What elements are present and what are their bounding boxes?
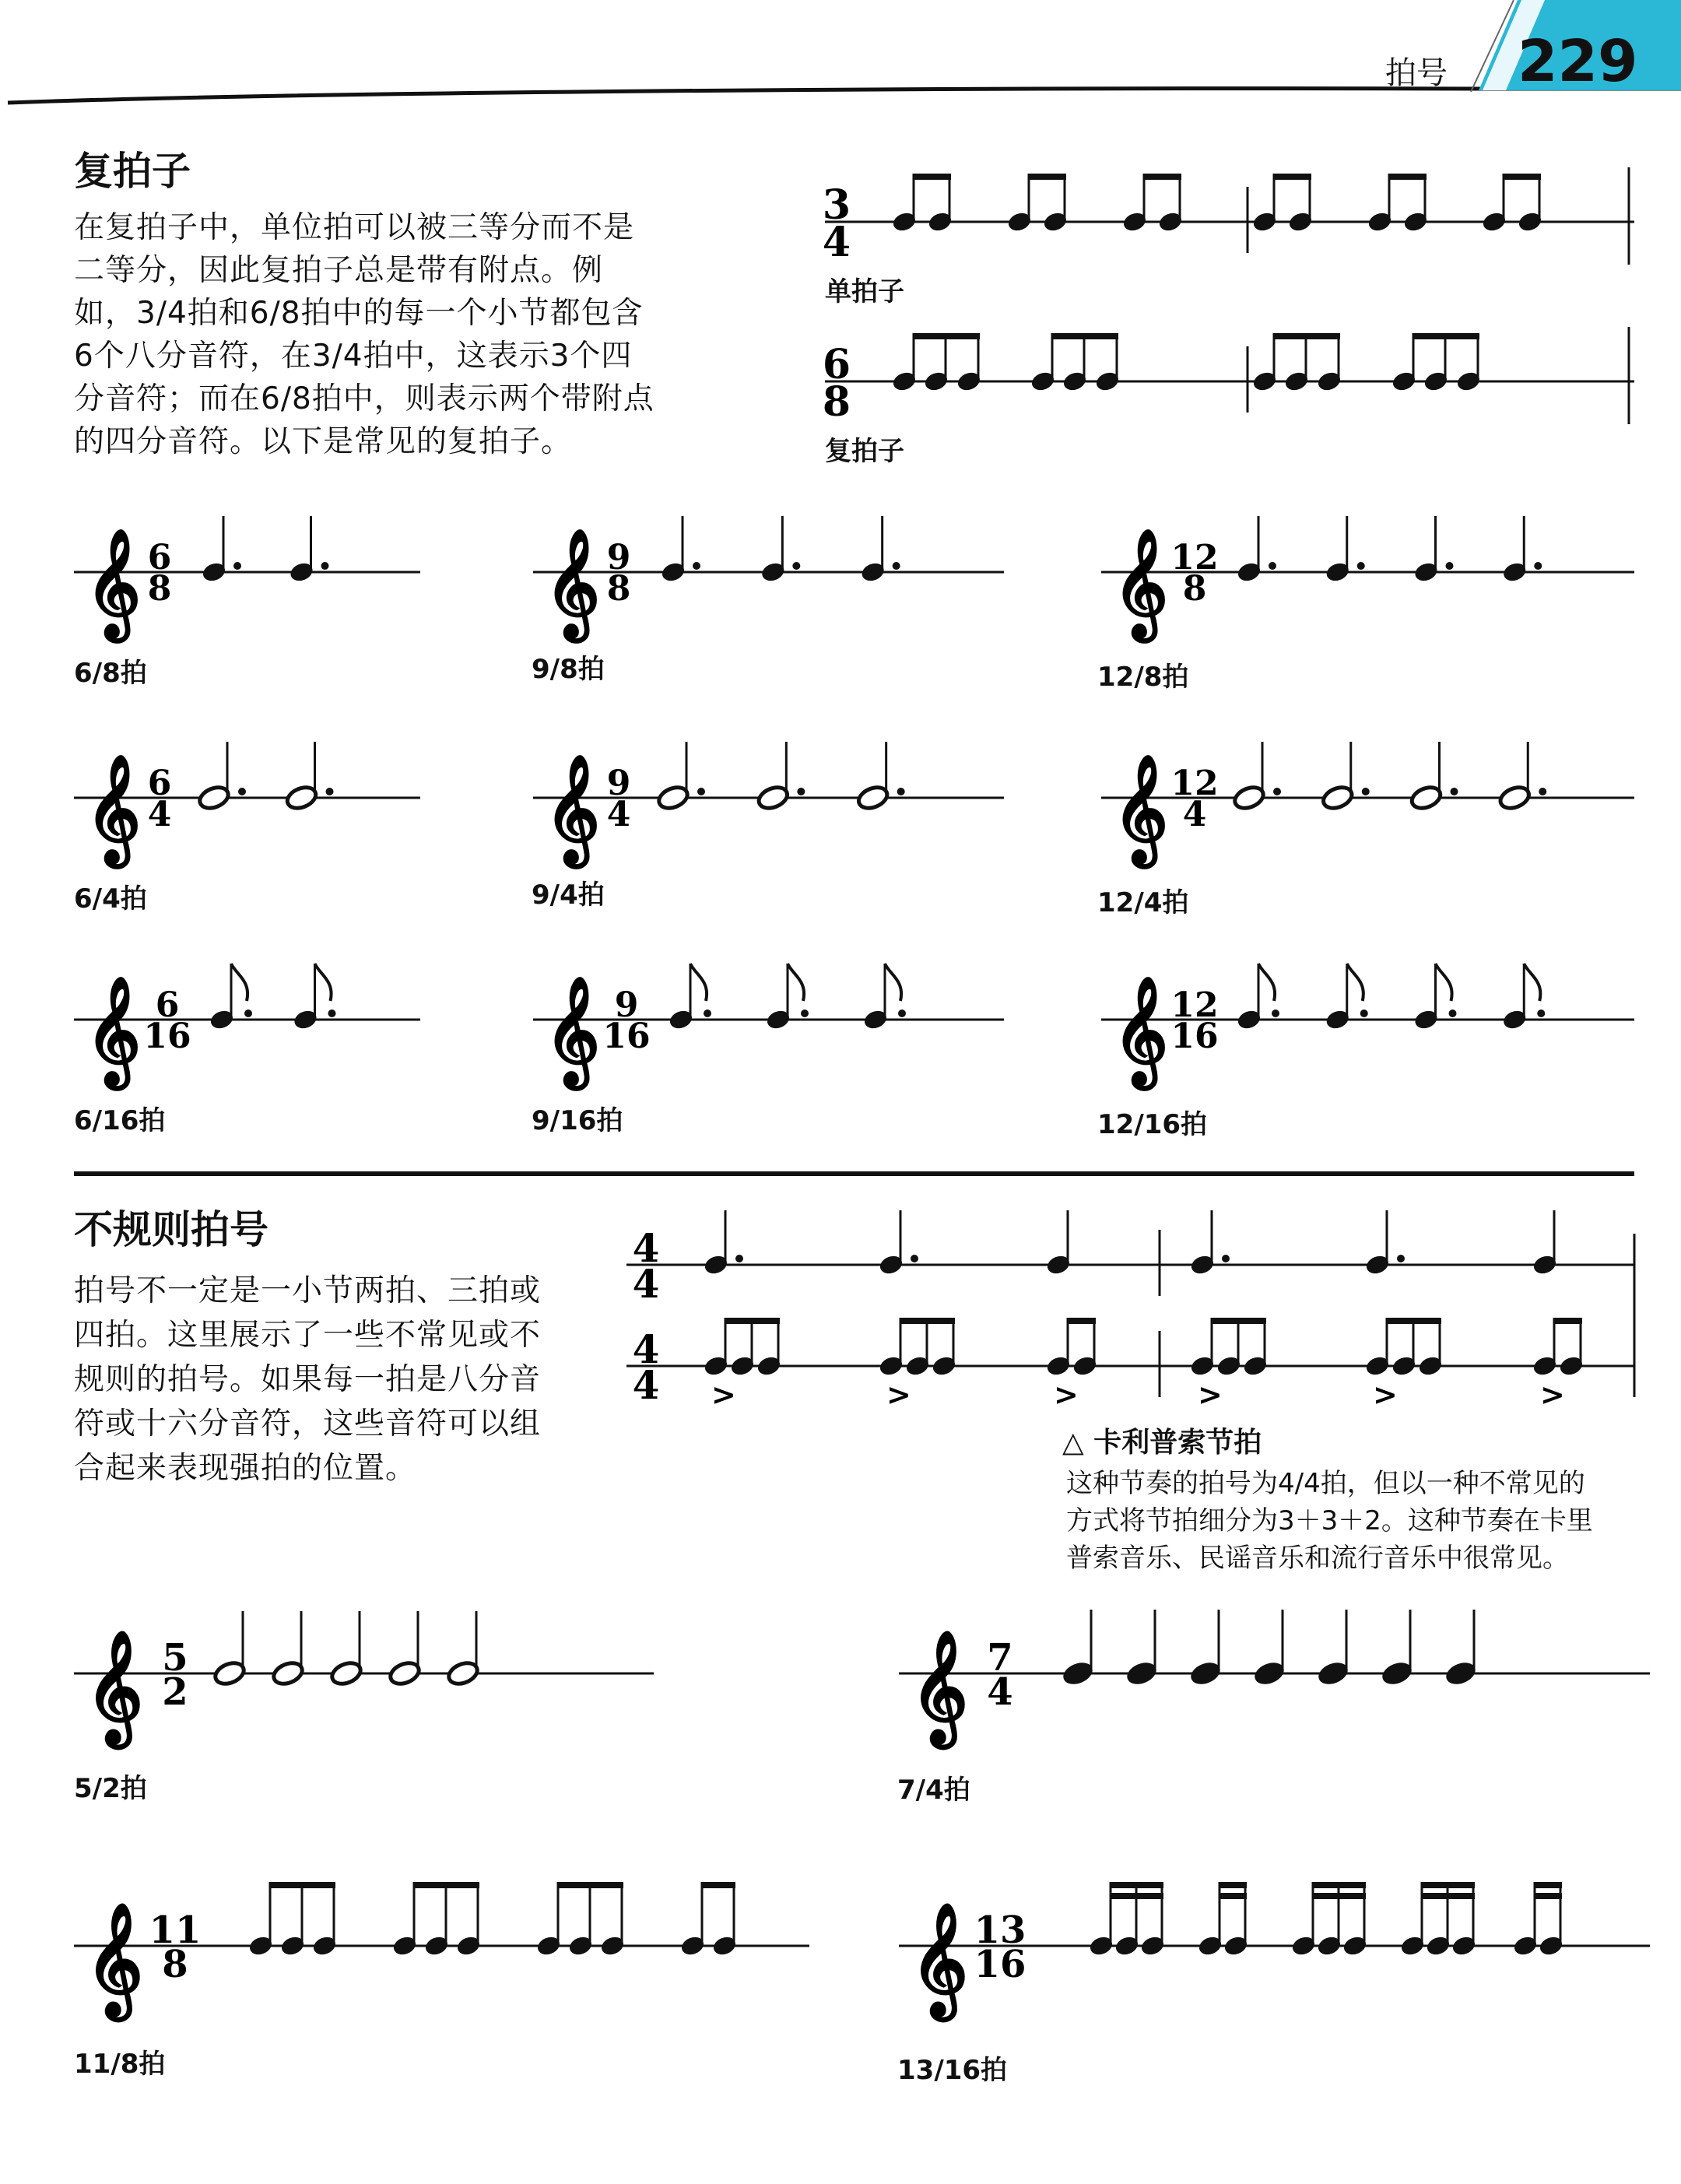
example-label: 11/8拍 (74, 2049, 166, 2080)
example-label: 6/16拍 (74, 1105, 166, 1136)
note-beam (1413, 333, 1479, 339)
note-beam (1143, 174, 1181, 180)
augmentation-dot (897, 788, 905, 795)
irregular-title: 不规则拍号 (74, 1207, 268, 1252)
time-sig-bottom: 8 (1182, 569, 1207, 609)
note-beam (413, 1882, 479, 1888)
notehead (1252, 1659, 1286, 1687)
time-sig-top: 3 (822, 181, 851, 229)
notehead (1321, 784, 1355, 812)
augmentation-dot (1451, 788, 1458, 795)
note-flag (788, 964, 804, 1001)
time-sig-top: 7 (987, 1636, 1013, 1680)
calypso-note-line: 这种节奏的拍号为4/4拍，但以一种不常见的 (1066, 1468, 1585, 1499)
note-flag (1524, 964, 1540, 1001)
notehead (1497, 784, 1532, 812)
calypso-note-line: 方式将节拍细分为3＋3＋2。这种节奏在卡里 (1066, 1505, 1593, 1536)
time-sig-bottom: 16 (143, 1017, 191, 1056)
note-beam (1312, 1893, 1366, 1899)
note-beam (1273, 174, 1311, 180)
time-sig-top: 5 (162, 1636, 188, 1680)
augmentation-dot (1360, 1009, 1368, 1017)
note-beam (900, 1318, 955, 1324)
compound-meter-label: 复拍子 (825, 436, 904, 467)
augmentation-dot (1534, 562, 1542, 570)
note-beam (1421, 1893, 1475, 1899)
notehead (1125, 1659, 1159, 1687)
accent-mark: > (1373, 1377, 1398, 1412)
example-staff-5-2 (70, 1580, 662, 1775)
example-staff-13-16 (895, 1852, 1658, 2047)
treble-clef-icon: 𝄞 (86, 975, 141, 1085)
treble-clef-icon: 𝄞 (86, 1902, 143, 2016)
example-label: 9/4拍 (532, 880, 605, 911)
treble-clef-icon: 𝄞 (86, 528, 141, 637)
augmentation-dot (1269, 562, 1276, 570)
time-sig-bottom: 4 (147, 795, 172, 834)
time-sig-bottom: 16 (602, 1017, 651, 1056)
note-beam (701, 1882, 735, 1888)
note-beam (269, 1882, 335, 1888)
time-sig-bottom: 2 (162, 1670, 188, 1714)
augmentation-dot (735, 1255, 743, 1262)
compound-line: 6个八分音符，在3/4拍中，这表示3个四 (74, 339, 633, 374)
irregular-paragraph (74, 1269, 619, 1491)
note-beam (1028, 174, 1066, 180)
time-sig-top: 6 (155, 985, 180, 1025)
notehead (271, 1659, 305, 1687)
treble-clef-icon: 𝄞 (911, 1902, 968, 2016)
compound-paragraph (74, 206, 712, 463)
note-beam (1386, 1318, 1441, 1324)
time-sig-bottom: 8 (162, 1943, 188, 1986)
note-flag (231, 964, 247, 1001)
simple-meter-staff (809, 148, 1665, 296)
time-sig-bottom: 8 (606, 569, 631, 609)
time-sig-bottom: 16 (974, 1943, 1026, 1986)
time-sig-top: 12 (1170, 538, 1219, 578)
example-label: 5/2拍 (74, 1773, 147, 1804)
note-beam (1312, 1882, 1366, 1888)
time-sig-bottom: 8 (822, 378, 851, 426)
notehead (1188, 1659, 1223, 1687)
example-staff-9-16 (529, 946, 1012, 1101)
note-beam (1273, 333, 1340, 339)
accent-mark: > (711, 1377, 736, 1412)
simple-meter-label: 单拍子 (825, 276, 904, 307)
notehead (1061, 1659, 1095, 1687)
augmentation-dot (1446, 562, 1454, 570)
note-beam (1051, 333, 1118, 339)
note-beam (1219, 1882, 1247, 1888)
note-beam (1503, 174, 1541, 180)
compound-line: 分音符；而在6/8拍中，则表示两个带附点 (74, 381, 655, 416)
compound-title: 复拍子 (74, 149, 191, 194)
accent-mark: > (1054, 1377, 1079, 1412)
example-label: 6/8拍 (74, 658, 147, 689)
time-sig-bottom: 4 (1182, 795, 1207, 834)
example-staff-11-8 (70, 1852, 817, 2047)
accent-mark: > (1198, 1377, 1223, 1412)
augmentation-dot (1272, 1009, 1279, 1017)
time-sig-top: 6 (147, 764, 172, 803)
treble-clef-icon: 𝄞 (86, 1630, 143, 1743)
notehead (284, 784, 318, 812)
augmentation-dot (244, 1009, 252, 1017)
note-beam (725, 1318, 780, 1324)
example-label: 9/8拍 (532, 654, 605, 685)
time-sig-top: 9 (606, 538, 631, 578)
example-staff-12-16 (1097, 946, 1642, 1101)
compound-meter-staff (809, 307, 1665, 455)
example-label: 13/16拍 (897, 2055, 1008, 2086)
augmentation-dot (1222, 1255, 1230, 1262)
notehead (446, 1659, 480, 1687)
treble-clef-icon: 𝄞 (545, 975, 600, 1085)
example-staff-6-4 (70, 724, 428, 880)
example-staff-9-4 (529, 724, 1012, 880)
time-sig-top: 11 (149, 1908, 202, 1952)
compound-line: 的四分音符。以下是常见的复拍子。 (74, 424, 573, 459)
augmentation-dot (893, 562, 900, 570)
calypso-note-line: 普索音乐、民谣音乐和流行音乐中很常见。 (1066, 1543, 1569, 1574)
notehead (1316, 1659, 1350, 1687)
augmentation-dot (1362, 788, 1370, 795)
note-beam (1219, 1893, 1247, 1899)
note-beam (1534, 1893, 1562, 1899)
calypso-rhythm-staff (623, 1203, 1650, 1413)
augmentation-dot (321, 562, 329, 570)
notehead (1444, 1659, 1478, 1687)
calypso-note-title: △ 卡利普索节拍 (1062, 1427, 1262, 1459)
notehead (856, 784, 890, 812)
notehead (756, 784, 790, 812)
example-label: 12/4拍 (1097, 887, 1189, 918)
irregular-line: 规则的拍号。如果每一拍是八分音 (74, 1362, 542, 1397)
irregular-line: 符或十六分音符，这些音符可以组 (74, 1406, 542, 1441)
compound-line: 二等分，因此复拍子总是带有附点。例 (74, 253, 604, 288)
augmentation-dot (328, 1009, 336, 1017)
example-label: 9/16拍 (532, 1105, 623, 1136)
augmentation-dot (1273, 788, 1281, 795)
header-section: 拍号 (1385, 55, 1448, 91)
time-sig-bottom: 16 (1170, 1017, 1219, 1056)
time-sig-top: 4 (632, 1225, 660, 1271)
time-sig-bottom: 8 (147, 569, 172, 609)
example-staff-6-16 (70, 946, 428, 1101)
time-sig-bottom: 4 (987, 1670, 1013, 1714)
note-beam (913, 174, 951, 180)
example-label: 6/4拍 (74, 883, 147, 915)
example-label: 12/8拍 (1097, 662, 1189, 693)
example-staff-6-8 (70, 498, 428, 654)
note-flag (1347, 964, 1363, 1001)
augmentation-dot (1537, 1009, 1545, 1017)
augmentation-dot (326, 788, 334, 795)
accent-mark: > (1540, 1377, 1565, 1412)
time-sig-top: 12 (1170, 764, 1219, 803)
note-beam (1388, 174, 1427, 180)
augmentation-dot (792, 562, 800, 570)
compound-line: 如，3/4拍和6/8拍中的每一个小节都包含 (74, 296, 644, 331)
note-beam (913, 333, 980, 339)
example-staff-7-4 (895, 1580, 1658, 1775)
note-beam (1211, 1318, 1266, 1324)
note-flag (1436, 964, 1452, 1001)
augmentation-dot (1397, 1255, 1405, 1262)
augmentation-dot (797, 788, 805, 795)
notehead (388, 1659, 422, 1687)
time-sig-top: 9 (614, 985, 639, 1025)
note-beam (1110, 1893, 1163, 1899)
note-beam (1534, 1882, 1562, 1888)
treble-clef-icon: 𝄞 (1113, 975, 1168, 1085)
augmentation-dot (693, 562, 700, 570)
note-beam (1421, 1882, 1475, 1888)
augmentation-dot (697, 788, 705, 795)
time-sig-bottom: 4 (632, 1362, 660, 1408)
example-staff-9-8 (529, 498, 1012, 654)
accent-mark: > (886, 1377, 911, 1412)
notehead (329, 1659, 363, 1687)
notehead (1380, 1659, 1414, 1687)
page-number: 229 (1518, 28, 1638, 95)
augmentation-dot (1357, 562, 1365, 570)
calypso-note-body (1066, 1465, 1658, 1577)
example-staff-12-8 (1097, 498, 1642, 654)
augmentation-dot (238, 788, 246, 795)
example-label: 7/4拍 (897, 1775, 970, 1806)
compound-line: 在复拍子中，单位拍可以被三等分而不是 (74, 210, 635, 245)
augmentation-dot (1449, 1009, 1457, 1017)
time-sig-top: 6 (822, 341, 851, 388)
note-beam (1553, 1318, 1582, 1324)
augmentation-dot (911, 1255, 918, 1262)
note-flag (885, 964, 901, 1001)
notehead (1409, 784, 1443, 812)
augmentation-dot (801, 1009, 809, 1017)
notehead (656, 784, 690, 812)
time-sig-bottom: 4 (632, 1261, 660, 1307)
treble-clef-icon: 𝄞 (1113, 528, 1168, 637)
time-sig-bottom: 4 (606, 795, 631, 834)
irregular-line: 合起来表现强拍的位置。 (74, 1451, 417, 1486)
notehead (1232, 784, 1266, 812)
note-flag (690, 964, 707, 1001)
note-flag (315, 964, 332, 1001)
time-sig-top: 13 (974, 1908, 1026, 1952)
notehead (197, 784, 231, 812)
note-beam (1067, 1318, 1096, 1324)
example-staff-12-4 (1097, 724, 1642, 880)
notehead (212, 1659, 247, 1687)
irregular-line: 拍号不一定是一小节两拍、三拍或 (74, 1273, 542, 1308)
note-beam (1110, 1882, 1163, 1888)
augmentation-dot (1539, 788, 1546, 795)
augmentation-dot (704, 1009, 711, 1017)
time-sig-top: 4 (632, 1326, 660, 1372)
section-divider (74, 1171, 1634, 1176)
time-sig-top: 12 (1170, 985, 1219, 1025)
treble-clef-icon: 𝄞 (1113, 753, 1168, 863)
note-beam (557, 1882, 623, 1888)
time-sig-top: 9 (606, 764, 631, 803)
treble-clef-icon: 𝄞 (545, 528, 600, 637)
treble-clef-icon: 𝄞 (86, 753, 141, 863)
augmentation-dot (233, 562, 241, 570)
note-flag (1258, 964, 1275, 1001)
time-sig-bottom: 4 (822, 219, 851, 266)
treble-clef-icon: 𝄞 (911, 1630, 968, 1743)
irregular-line: 四拍。这里展示了一些不常见或不 (74, 1318, 542, 1353)
time-sig-top: 6 (147, 538, 172, 578)
example-label: 12/16拍 (1097, 1109, 1208, 1140)
augmentation-dot (898, 1009, 906, 1017)
treble-clef-icon: 𝄞 (545, 753, 600, 863)
